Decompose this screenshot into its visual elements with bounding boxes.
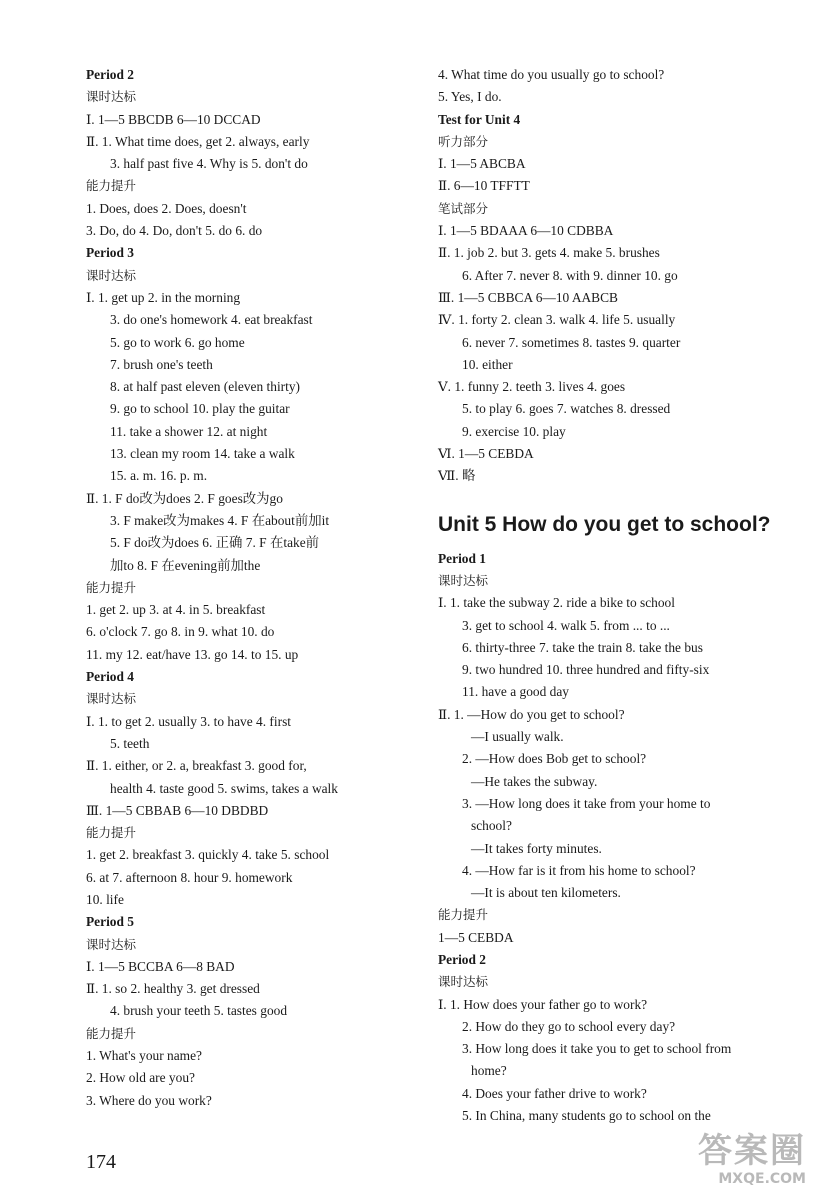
- answer-line: 3. F make改为makes 4. F 在about前加it: [110, 512, 330, 528]
- answer-line: 2. —How does Bob get to school?: [462, 751, 647, 767]
- answer-line: 6. After 7. never 8. with 9. dinner 10. go: [462, 267, 678, 283]
- subsection-label: 课时达标: [86, 89, 137, 105]
- answer-line: Ⅰ. 1—5 ABCBA: [438, 156, 526, 172]
- answer-line: 13. clean my room 14. take a walk: [110, 446, 295, 462]
- answer-line: 3. Do, do 4. Do, don't 5. do 6. do: [86, 223, 263, 239]
- answer-line: Ⅰ. 1—5 BBCDB 6—10 DCCAD: [86, 111, 261, 127]
- answer-line: Ⅶ. 略: [438, 468, 476, 484]
- answer-line: 9. exercise 10. play: [462, 423, 566, 439]
- answer-line: 9. go to school 10. play the guitar: [110, 401, 290, 417]
- test-unit4-answers: [438, 64, 788, 488]
- subsection-label: 课时达标: [86, 267, 137, 283]
- answer-line: 2. How do they go to school every day?: [462, 1018, 676, 1034]
- answer-line: 4. —How far is it from his home to school?: [462, 862, 696, 878]
- subsection-label: 课时达标: [86, 936, 137, 952]
- answer-line: Ⅲ. 1—5 CBBAB 6—10 DBDBD: [86, 802, 269, 818]
- answer-line: school?: [471, 818, 512, 834]
- subsection-label: 能力提升: [86, 579, 137, 595]
- answer-line: Ⅱ. 1. either, or 2. a, breakfast 3. good for,: [86, 758, 307, 774]
- subsection-label: 课时达标: [438, 572, 489, 588]
- answer-line: 6. at 7. afternoon 8. hour 9. homework: [86, 869, 293, 885]
- answer-line: 5. In China, many students go to school on the: [462, 1108, 711, 1124]
- answer-line: Ⅵ. 1—5 CEBDA: [438, 446, 534, 462]
- answer-line: 7. brush one's teeth: [110, 356, 213, 372]
- watermark-main: 答案圈: [698, 1131, 806, 1171]
- answer-line: Ⅱ. 1. F do改为does 2. F goes改为go: [86, 490, 283, 506]
- answer-line: —It is about ten kilometers.: [471, 885, 621, 901]
- answer-line: 3. Where do you work?: [86, 1092, 212, 1108]
- answer-line: 9. two hundred 10. three hundred and fifty-six: [462, 662, 710, 678]
- section-heading: Period 5: [86, 914, 134, 930]
- answer-line: 11. have a good day: [462, 684, 569, 700]
- section-heading: Period 2: [438, 951, 486, 967]
- answer-line: 1. get 2. breakfast 3. quickly 4. take 5. school: [86, 847, 330, 863]
- answer-line: 1—5 CEBDA: [438, 929, 514, 945]
- answer-line: 5. to play 6. goes 7. watches 8. dressed: [462, 401, 671, 417]
- answer-line: 1. Does, does 2. Does, doesn't: [86, 200, 247, 216]
- answer-line: 加to 8. F 在evening前加the: [110, 557, 261, 573]
- subsection-label: 课时达标: [438, 974, 489, 990]
- answer-line: Ⅰ. 1. take the subway 2. ride a bike to school: [438, 595, 675, 611]
- subsection-label: 能力提升: [438, 907, 489, 923]
- unit5-answers: [438, 548, 788, 1128]
- answer-line: 3. do one's homework 4. eat breakfast: [110, 312, 313, 328]
- answer-line: Ⅰ. 1—5 BCCBA 6—8 BAD: [86, 958, 235, 974]
- page-number: 174: [86, 1151, 116, 1173]
- answer-line: —It takes forty minutes.: [471, 840, 602, 856]
- answer-line: —He takes the subway.: [471, 773, 598, 789]
- answer-line: home?: [471, 1063, 507, 1079]
- section-heading: Test for Unit 4: [438, 111, 521, 127]
- answer-line: Ⅲ. 1—5 CBBCA 6—10 AABCB: [438, 289, 618, 305]
- answer-line: Ⅰ. 1. to get 2. usually 3. to have 4. first: [86, 713, 292, 729]
- answer-line: 5. go to work 6. go home: [110, 334, 245, 350]
- section-heading: Period 4: [86, 669, 134, 685]
- watermark-url: MXQE.COM: [718, 1171, 806, 1187]
- answer-line: Ⅰ. 1. get up 2. in the morning: [86, 289, 241, 305]
- section-heading: Period 2: [86, 67, 134, 82]
- section-heading: Period 1: [438, 550, 486, 566]
- answer-line: 5. Yes, I do.: [438, 89, 502, 105]
- answer-line: 4. Does your father drive to work?: [462, 1085, 647, 1101]
- subsection-label: 听力部分: [438, 133, 489, 149]
- answer-line: health 4. taste good 5. swims, takes a walk: [110, 780, 338, 796]
- answer-line: Ⅰ. 1. How does your father go to work?: [438, 996, 648, 1012]
- answer-line: 3. How long does it take you to get to school from: [462, 1041, 732, 1057]
- answer-line: 11. take a shower 12. at night: [110, 423, 268, 439]
- answer-line: 3. half past five 4. Why is 5. don't do: [110, 156, 308, 172]
- answer-line: Ⅱ. 1. so 2. healthy 3. get dressed: [86, 981, 260, 997]
- unit-title: Unit 5 How do you get to school?: [438, 512, 771, 536]
- watermark-logo: [666, 1132, 806, 1192]
- answer-line: 5. F do改为does 6. 正确 7. F 在take前: [110, 535, 320, 551]
- answer-line: 10. life: [86, 891, 124, 907]
- answer-line: Ⅳ. 1. forty 2. clean 3. walk 4. life 5. usually: [438, 312, 676, 328]
- answer-line: 5. teeth: [110, 735, 150, 751]
- answer-line: 8. at half past eleven (eleven thirty): [110, 379, 300, 395]
- right-column: [438, 64, 788, 1127]
- subsection-label: 能力提升: [86, 825, 137, 841]
- answer-line: Ⅱ. 1. —How do you get to school?: [438, 706, 625, 722]
- answer-line: 1. get 2. up 3. at 4. in 5. breakfast: [86, 602, 266, 618]
- answer-line: 1. What's your name?: [86, 1048, 202, 1064]
- answer-line: —I usually walk.: [471, 729, 564, 745]
- answer-line: 6. never 7. sometimes 8. tastes 9. quarter: [462, 334, 681, 350]
- answer-line: 10. either: [462, 356, 513, 372]
- answer-line: 6. thirty-three 7. take the train 8. take the bus: [462, 639, 703, 655]
- answer-line: 3. —How long does it take from your home to: [462, 795, 711, 811]
- answer-line: Ⅱ. 6—10 TFFTT: [438, 178, 530, 194]
- answer-line: 11. my 12. eat/have 13. go 14. to 15. up: [86, 646, 299, 662]
- answer-line: 4. brush your teeth 5. tastes good: [110, 1003, 288, 1019]
- section-heading: Period 3: [86, 245, 134, 261]
- answer-line: Ⅰ. 1—5 BDAAA 6—10 CDBBA: [438, 223, 614, 239]
- answer-line: 6. o'clock 7. go 8. in 9. what 10. do: [86, 624, 275, 640]
- answer-line: 2. How old are you?: [86, 1070, 195, 1086]
- subsection-label: 笔试部分: [438, 200, 489, 216]
- answer-line: Ⅴ. 1. funny 2. teeth 3. lives 4. goes: [438, 379, 626, 395]
- answer-line: Ⅱ. 1. job 2. but 3. gets 4. make 5. brushes: [438, 245, 660, 261]
- subsection-label: 课时达标: [86, 691, 137, 707]
- left-column: [86, 64, 426, 1112]
- subsection-label: 能力提升: [86, 1025, 137, 1041]
- answer-line: 3. get to school 4. walk 5. from ... to ...: [462, 617, 670, 633]
- subsection-label: 能力提升: [86, 178, 137, 194]
- answer-line: Ⅱ. 1. What time does, get 2. always, early: [86, 133, 310, 149]
- answer-line: 4. What time do you usually go to school?: [438, 67, 665, 82]
- answer-line: 15. a. m. 16. p. m.: [110, 468, 208, 484]
